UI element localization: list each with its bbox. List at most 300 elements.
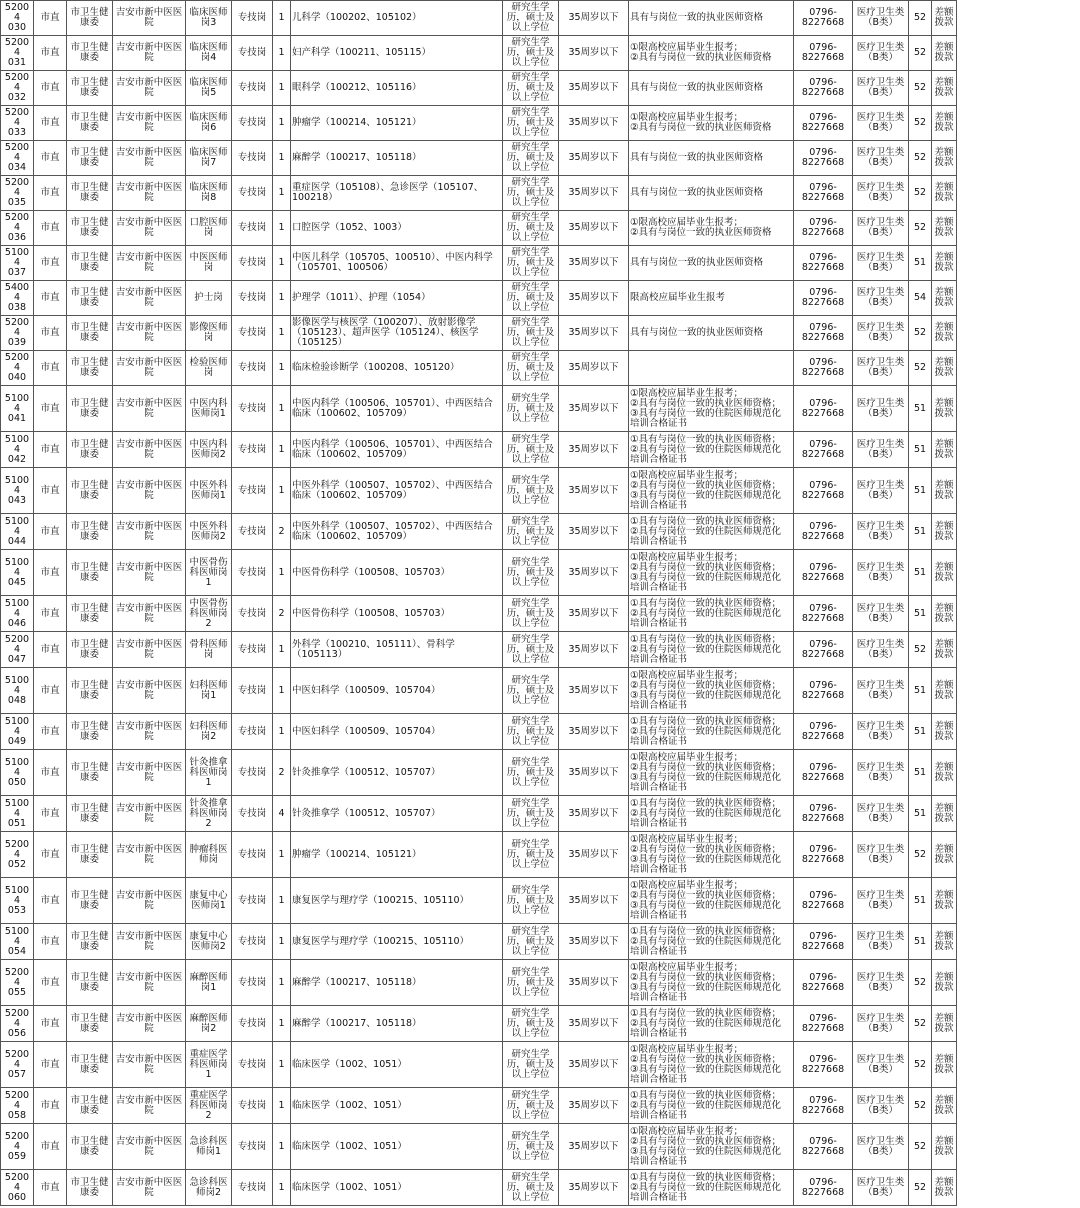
subject-code-cell: 52 bbox=[909, 176, 932, 211]
age-cell: 35周岁以下 bbox=[559, 714, 629, 750]
level-cell: 市直 bbox=[34, 832, 67, 878]
phone-cell: 0796- 8227668 bbox=[794, 106, 853, 141]
employer-cell: 吉安市新中医医 院 bbox=[113, 141, 186, 176]
phone-cell: 0796- 8227668 bbox=[794, 632, 853, 668]
position-code-cell: 52004 057 bbox=[1, 1042, 34, 1088]
position-code-cell: 51004 050 bbox=[1, 750, 34, 796]
employer-cell: 吉安市新中医医 院 bbox=[113, 316, 186, 351]
employer-cell: 吉安市新中医医 院 bbox=[113, 714, 186, 750]
post-name-cell: 护士岗 bbox=[186, 281, 232, 316]
subject-code-cell: 52 bbox=[909, 960, 932, 1006]
phone-cell: 0796- 8227668 bbox=[794, 1170, 853, 1206]
employer-cell: 吉安市新中医医 院 bbox=[113, 246, 186, 281]
education-cell: 研究生学 历，硕士及 以上学位 bbox=[503, 550, 559, 596]
level-cell: 市直 bbox=[34, 1088, 67, 1124]
post-type-cell: 专技岗 bbox=[232, 176, 273, 211]
position-code-cell: 51004 045 bbox=[1, 550, 34, 596]
subject-code-cell: 52 bbox=[909, 211, 932, 246]
level-cell: 市直 bbox=[34, 668, 67, 714]
position-code-cell: 51004 048 bbox=[1, 668, 34, 714]
headcount-cell: 1 bbox=[273, 632, 291, 668]
requirements-cell: 具有与岗位一致的执业医师资格 bbox=[629, 141, 794, 176]
department-cell: 市卫生健 康委 bbox=[67, 550, 113, 596]
post-name-cell: 麻醉医师 岗1 bbox=[186, 960, 232, 1006]
department-cell: 市卫生健 康委 bbox=[67, 106, 113, 141]
age-cell: 35周岁以下 bbox=[559, 924, 629, 960]
department-cell: 市卫生健 康委 bbox=[67, 1042, 113, 1088]
phone-cell: 0796- 8227668 bbox=[794, 1088, 853, 1124]
major-cell: 护理学（1011）、护理（1054） bbox=[291, 281, 503, 316]
subject-code-cell: 51 bbox=[909, 596, 932, 632]
headcount-cell: 1 bbox=[273, 832, 291, 878]
table-row bbox=[1, 1124, 957, 1170]
headcount-cell: 1 bbox=[273, 1124, 291, 1170]
major-cell: 麻醉学（100217、105118） bbox=[291, 960, 503, 1006]
funding-cell: 差额 拨款 bbox=[932, 316, 957, 351]
post-name-cell: 临床医师 岗5 bbox=[186, 71, 232, 106]
employer-cell: 吉安市新中医医 院 bbox=[113, 632, 186, 668]
education-cell: 研究生学 历，硕士及 以上学位 bbox=[503, 1042, 559, 1088]
major-cell: 中医骨伤科学（100508、105703） bbox=[291, 596, 503, 632]
headcount-cell: 1 bbox=[273, 1170, 291, 1206]
table-row bbox=[1, 1, 957, 36]
education-cell: 研究生学 历，硕士及 以上学位 bbox=[503, 211, 559, 246]
exam-category-cell: 医疗卫生类 （B类） bbox=[853, 514, 909, 550]
phone-cell: 0796- 8227668 bbox=[794, 550, 853, 596]
education-cell: 研究生学 历，硕士及 以上学位 bbox=[503, 750, 559, 796]
education-cell: 研究生学 历，硕士及 以上学位 bbox=[503, 668, 559, 714]
post-name-cell: 临床医师 岗3 bbox=[186, 1, 232, 36]
exam-category-cell: 医疗卫生类 （B类） bbox=[853, 714, 909, 750]
phone-cell: 0796- 8227668 bbox=[794, 36, 853, 71]
major-cell: 妇产科学（100211、105115） bbox=[291, 36, 503, 71]
subject-code-cell: 51 bbox=[909, 668, 932, 714]
department-cell: 市卫生健 康委 bbox=[67, 596, 113, 632]
employer-cell: 吉安市新中医医 院 bbox=[113, 106, 186, 141]
post-type-cell: 专技岗 bbox=[232, 1006, 273, 1042]
employer-cell: 吉安市新中医医 院 bbox=[113, 924, 186, 960]
level-cell: 市直 bbox=[34, 1, 67, 36]
table-row bbox=[1, 1042, 957, 1088]
exam-category-cell: 医疗卫生类 （B类） bbox=[853, 141, 909, 176]
employer-cell: 吉安市新中医医 院 bbox=[113, 386, 186, 432]
post-name-cell: 中医外科 医师岗2 bbox=[186, 514, 232, 550]
table-row bbox=[1, 468, 957, 514]
department-cell: 市卫生健 康委 bbox=[67, 1088, 113, 1124]
employer-cell: 吉安市新中医医 院 bbox=[113, 71, 186, 106]
major-cell: 麻醉学（100217、105118） bbox=[291, 141, 503, 176]
employer-cell: 吉安市新中医医 院 bbox=[113, 514, 186, 550]
department-cell: 市卫生健 康委 bbox=[67, 386, 113, 432]
phone-cell: 0796- 8227668 bbox=[794, 1042, 853, 1088]
phone-cell: 0796- 8227668 bbox=[794, 281, 853, 316]
exam-category-cell: 医疗卫生类 （B类） bbox=[853, 1042, 909, 1088]
post-type-cell: 专技岗 bbox=[232, 878, 273, 924]
education-cell: 研究生学 历，硕士及 以上学位 bbox=[503, 714, 559, 750]
level-cell: 市直 bbox=[34, 316, 67, 351]
post-name-cell: 妇科医师 岗1 bbox=[186, 668, 232, 714]
department-cell: 市卫生健 康委 bbox=[67, 351, 113, 386]
post-name-cell: 急诊科医 师岗2 bbox=[186, 1170, 232, 1206]
employer-cell: 吉安市新中医医 院 bbox=[113, 432, 186, 468]
table-row bbox=[1, 106, 957, 141]
headcount-cell: 1 bbox=[273, 550, 291, 596]
phone-cell: 0796- 8227668 bbox=[794, 750, 853, 796]
phone-cell: 0796- 8227668 bbox=[794, 960, 853, 1006]
requirements-cell: ①具有与岗位一致的执业医师资格； ②具有与岗位一致的住院医师规范化 培训合格证书 bbox=[629, 596, 794, 632]
table-row bbox=[1, 141, 957, 176]
level-cell: 市直 bbox=[34, 1006, 67, 1042]
post-name-cell: 临床医师 岗4 bbox=[186, 36, 232, 71]
table-row bbox=[1, 176, 957, 211]
phone-cell: 0796- 8227668 bbox=[794, 468, 853, 514]
phone-cell: 0796- 8227668 bbox=[794, 924, 853, 960]
post-name-cell: 影像医师 岗 bbox=[186, 316, 232, 351]
major-cell: 影像医学与核医学（100207）、放射影像学 （105123）、超声医学（105124）、核医学 （105125） bbox=[291, 316, 503, 351]
funding-cell: 差额 拨款 bbox=[932, 714, 957, 750]
exam-category-cell: 医疗卫生类 （B类） bbox=[853, 924, 909, 960]
requirements-cell: ①具有与岗位一致的执业医师资格； ②具有与岗位一致的住院医师规范化 培训合格证书 bbox=[629, 796, 794, 832]
level-cell: 市直 bbox=[34, 386, 67, 432]
position-code-cell: 52004 032 bbox=[1, 71, 34, 106]
major-cell: 肿瘤学（100214、105121） bbox=[291, 832, 503, 878]
level-cell: 市直 bbox=[34, 246, 67, 281]
education-cell: 研究生学 历，硕士及 以上学位 bbox=[503, 924, 559, 960]
education-cell: 研究生学 历，硕士及 以上学位 bbox=[503, 632, 559, 668]
funding-cell: 差额 拨款 bbox=[932, 1006, 957, 1042]
funding-cell: 差额 拨款 bbox=[932, 351, 957, 386]
position-code-cell: 51004 042 bbox=[1, 432, 34, 468]
post-type-cell: 专技岗 bbox=[232, 432, 273, 468]
level-cell: 市直 bbox=[34, 432, 67, 468]
table-row bbox=[1, 36, 957, 71]
subject-code-cell: 52 bbox=[909, 1124, 932, 1170]
employer-cell: 吉安市新中医医 院 bbox=[113, 36, 186, 71]
headcount-cell: 1 bbox=[273, 386, 291, 432]
level-cell: 市直 bbox=[34, 36, 67, 71]
headcount-cell: 1 bbox=[273, 176, 291, 211]
age-cell: 35周岁以下 bbox=[559, 596, 629, 632]
exam-category-cell: 医疗卫生类 （B类） bbox=[853, 668, 909, 714]
post-type-cell: 专技岗 bbox=[232, 281, 273, 316]
funding-cell: 差额 拨款 bbox=[932, 211, 957, 246]
headcount-cell: 1 bbox=[273, 878, 291, 924]
position-code-cell: 54004 038 bbox=[1, 281, 34, 316]
major-cell: 中医外科学（100507、105702）、中西医结合 临床（100602、105709） bbox=[291, 468, 503, 514]
post-type-cell: 专技岗 bbox=[232, 550, 273, 596]
department-cell: 市卫生健 康委 bbox=[67, 832, 113, 878]
phone-cell: 0796- 8227668 bbox=[794, 71, 853, 106]
exam-category-cell: 医疗卫生类 （B类） bbox=[853, 36, 909, 71]
post-name-cell: 中医外科 医师岗1 bbox=[186, 468, 232, 514]
funding-cell: 差额 拨款 bbox=[932, 36, 957, 71]
post-type-cell: 专技岗 bbox=[232, 596, 273, 632]
post-name-cell: 口腔医师 岗 bbox=[186, 211, 232, 246]
table-row bbox=[1, 281, 957, 316]
table-row bbox=[1, 1088, 957, 1124]
requirements-cell: ①具有与岗位一致的执业医师资格； ②具有与岗位一致的住院医师规范化 培训合格证书 bbox=[629, 1088, 794, 1124]
level-cell: 市直 bbox=[34, 550, 67, 596]
post-type-cell: 专技岗 bbox=[232, 1, 273, 36]
age-cell: 35周岁以下 bbox=[559, 386, 629, 432]
level-cell: 市直 bbox=[34, 1124, 67, 1170]
education-cell: 研究生学 历，硕士及 以上学位 bbox=[503, 596, 559, 632]
exam-category-cell: 医疗卫生类 （B类） bbox=[853, 596, 909, 632]
age-cell: 35周岁以下 bbox=[559, 432, 629, 468]
post-name-cell: 中医骨伤 科医师岗 1 bbox=[186, 550, 232, 596]
education-cell: 研究生学 历，硕士及 以上学位 bbox=[503, 878, 559, 924]
exam-category-cell: 医疗卫生类 （B类） bbox=[853, 176, 909, 211]
subject-code-cell: 51 bbox=[909, 550, 932, 596]
exam-category-cell: 医疗卫生类 （B类） bbox=[853, 960, 909, 1006]
subject-code-cell: 51 bbox=[909, 924, 932, 960]
major-cell: 外科学（100210、105111）、骨科学 （105113） bbox=[291, 632, 503, 668]
subject-code-cell: 52 bbox=[909, 1006, 932, 1042]
funding-cell: 差额 拨款 bbox=[932, 1170, 957, 1206]
funding-cell: 差额 拨款 bbox=[932, 550, 957, 596]
post-name-cell: 中医骨伤 科医师岗 2 bbox=[186, 596, 232, 632]
phone-cell: 0796- 8227668 bbox=[794, 832, 853, 878]
funding-cell: 差额 拨款 bbox=[932, 1124, 957, 1170]
funding-cell: 差额 拨款 bbox=[932, 750, 957, 796]
post-name-cell: 麻醉医师 岗2 bbox=[186, 1006, 232, 1042]
employer-cell: 吉安市新中医医 院 bbox=[113, 832, 186, 878]
post-name-cell: 检验医师 岗 bbox=[186, 351, 232, 386]
major-cell: 肿瘤学（100214、105121） bbox=[291, 106, 503, 141]
major-cell: 中医外科学（100507、105702）、中西医结合 临床（100602、105709） bbox=[291, 514, 503, 550]
major-cell: 中医妇科学（100509、105704） bbox=[291, 714, 503, 750]
requirements-cell: 具有与岗位一致的执业医师资格 bbox=[629, 246, 794, 281]
table-row bbox=[1, 1006, 957, 1042]
level-cell: 市直 bbox=[34, 71, 67, 106]
headcount-cell: 2 bbox=[273, 750, 291, 796]
exam-category-cell: 医疗卫生类 （B类） bbox=[853, 71, 909, 106]
major-cell: 中医妇科学（100509、105704） bbox=[291, 668, 503, 714]
exam-category-cell: 医疗卫生类 （B类） bbox=[853, 832, 909, 878]
level-cell: 市直 bbox=[34, 176, 67, 211]
employer-cell: 吉安市新中医医 院 bbox=[113, 668, 186, 714]
phone-cell: 0796- 8227668 bbox=[794, 1124, 853, 1170]
phone-cell: 0796- 8227668 bbox=[794, 596, 853, 632]
table-row bbox=[1, 668, 957, 714]
requirements-cell: ①限高校应届毕业生报考； ②具有与岗位一致的执业医师资格； ③具有与岗位一致的住院医师规范化 培训合格证书 bbox=[629, 878, 794, 924]
major-cell: 临床医学（1002、1051） bbox=[291, 1170, 503, 1206]
funding-cell: 差额 拨款 bbox=[932, 71, 957, 106]
major-cell: 中医儿科学（105705、100510）、中医内科学 （105701、100506） bbox=[291, 246, 503, 281]
major-cell: 临床检验诊断学（100208、105120） bbox=[291, 351, 503, 386]
position-code-cell: 52004 056 bbox=[1, 1006, 34, 1042]
table-row bbox=[1, 960, 957, 1006]
funding-cell: 差额 拨款 bbox=[932, 960, 957, 1006]
employer-cell: 吉安市新中医医 院 bbox=[113, 211, 186, 246]
table-row bbox=[1, 246, 957, 281]
funding-cell: 差额 拨款 bbox=[932, 141, 957, 176]
post-type-cell: 专技岗 bbox=[232, 386, 273, 432]
post-name-cell: 康复中心 医师岗1 bbox=[186, 878, 232, 924]
headcount-cell: 1 bbox=[273, 432, 291, 468]
phone-cell: 0796- 8227668 bbox=[794, 316, 853, 351]
employer-cell: 吉安市新中医医 院 bbox=[113, 1042, 186, 1088]
education-cell: 研究生学 历，硕士及 以上学位 bbox=[503, 281, 559, 316]
major-cell: 中医内科学（100506、105701）、中西医结合 临床（100602、105709） bbox=[291, 386, 503, 432]
employer-cell: 吉安市新中医医 院 bbox=[113, 596, 186, 632]
education-cell: 研究生学 历，硕士及 以上学位 bbox=[503, 1, 559, 36]
subject-code-cell: 51 bbox=[909, 468, 932, 514]
department-cell: 市卫生健 康委 bbox=[67, 36, 113, 71]
subject-code-cell: 51 bbox=[909, 514, 932, 550]
major-cell: 眼科学（100212、105116） bbox=[291, 71, 503, 106]
phone-cell: 0796- 8227668 bbox=[794, 141, 853, 176]
headcount-cell: 1 bbox=[273, 1, 291, 36]
position-code-cell: 51004 037 bbox=[1, 246, 34, 281]
education-cell: 研究生学 历，硕士及 以上学位 bbox=[503, 106, 559, 141]
department-cell: 市卫生健 康委 bbox=[67, 796, 113, 832]
funding-cell: 差额 拨款 bbox=[932, 432, 957, 468]
major-cell: 重症医学（105108）、急诊医学（105107、 100218） bbox=[291, 176, 503, 211]
position-code-cell: 52004 058 bbox=[1, 1088, 34, 1124]
funding-cell: 差额 拨款 bbox=[932, 1088, 957, 1124]
employer-cell: 吉安市新中医医 院 bbox=[113, 1006, 186, 1042]
major-cell: 临床医学（1002、1051） bbox=[291, 1124, 503, 1170]
headcount-cell: 1 bbox=[273, 1088, 291, 1124]
funding-cell: 差额 拨款 bbox=[932, 1042, 957, 1088]
exam-category-cell: 医疗卫生类 （B类） bbox=[853, 246, 909, 281]
department-cell: 市卫生健 康委 bbox=[67, 514, 113, 550]
phone-cell: 0796- 8227668 bbox=[794, 211, 853, 246]
department-cell: 市卫生健 康委 bbox=[67, 714, 113, 750]
post-type-cell: 专技岗 bbox=[232, 632, 273, 668]
position-code-cell: 51004 053 bbox=[1, 878, 34, 924]
position-code-cell: 52004 030 bbox=[1, 1, 34, 36]
employer-cell: 吉安市新中医医 院 bbox=[113, 1088, 186, 1124]
headcount-cell: 1 bbox=[273, 960, 291, 1006]
exam-category-cell: 医疗卫生类 （B类） bbox=[853, 1170, 909, 1206]
headcount-cell: 1 bbox=[273, 924, 291, 960]
exam-category-cell: 医疗卫生类 （B类） bbox=[853, 386, 909, 432]
phone-cell: 0796- 8227668 bbox=[794, 714, 853, 750]
position-code-cell: 52004 047 bbox=[1, 632, 34, 668]
post-name-cell: 临床医师 岗6 bbox=[186, 106, 232, 141]
funding-cell: 差额 拨款 bbox=[932, 106, 957, 141]
education-cell: 研究生学 历，硕士及 以上学位 bbox=[503, 351, 559, 386]
education-cell: 研究生学 历，硕士及 以上学位 bbox=[503, 141, 559, 176]
department-cell: 市卫生健 康委 bbox=[67, 1124, 113, 1170]
department-cell: 市卫生健 康委 bbox=[67, 668, 113, 714]
major-cell: 临床医学（1002、1051） bbox=[291, 1088, 503, 1124]
department-cell: 市卫生健 康委 bbox=[67, 176, 113, 211]
post-type-cell: 专技岗 bbox=[232, 924, 273, 960]
post-type-cell: 专技岗 bbox=[232, 1088, 273, 1124]
department-cell: 市卫生健 康委 bbox=[67, 1170, 113, 1206]
table-row bbox=[1, 796, 957, 832]
requirements-cell: ①限高校应届毕业生报考； ②具有与岗位一致的执业医师资格； ③具有与岗位一致的住院医师规范化 培训合格证书 bbox=[629, 668, 794, 714]
headcount-cell: 1 bbox=[273, 351, 291, 386]
education-cell: 研究生学 历，硕士及 以上学位 bbox=[503, 176, 559, 211]
level-cell: 市直 bbox=[34, 468, 67, 514]
age-cell: 35周岁以下 bbox=[559, 351, 629, 386]
position-code-cell: 52004 033 bbox=[1, 106, 34, 141]
post-name-cell: 临床医师 岗8 bbox=[186, 176, 232, 211]
post-type-cell: 专技岗 bbox=[232, 211, 273, 246]
headcount-cell: 1 bbox=[273, 468, 291, 514]
position-code-cell: 52004 040 bbox=[1, 351, 34, 386]
level-cell: 市直 bbox=[34, 878, 67, 924]
major-cell: 康复医学与理疗学（100215、105110） bbox=[291, 878, 503, 924]
age-cell: 35周岁以下 bbox=[559, 281, 629, 316]
age-cell: 35周岁以下 bbox=[559, 550, 629, 596]
education-cell: 研究生学 历，硕士及 以上学位 bbox=[503, 960, 559, 1006]
employer-cell: 吉安市新中医医 院 bbox=[113, 281, 186, 316]
table-row bbox=[1, 386, 957, 432]
department-cell: 市卫生健 康委 bbox=[67, 281, 113, 316]
education-cell: 研究生学 历，硕士及 以上学位 bbox=[503, 796, 559, 832]
funding-cell: 差额 拨款 bbox=[932, 596, 957, 632]
post-type-cell: 专技岗 bbox=[232, 246, 273, 281]
post-name-cell: 急诊科医 师岗1 bbox=[186, 1124, 232, 1170]
requirements-cell: ①限高校应届毕业生报考； ②具有与岗位一致的执业医师资格； ③具有与岗位一致的住院医师规范化 培训合格证书 bbox=[629, 468, 794, 514]
level-cell: 市直 bbox=[34, 960, 67, 1006]
requirements-cell bbox=[629, 351, 794, 386]
age-cell: 35周岁以下 bbox=[559, 1124, 629, 1170]
position-code-cell: 52004 060 bbox=[1, 1170, 34, 1206]
age-cell: 35周岁以下 bbox=[559, 796, 629, 832]
position-code-cell: 52004 031 bbox=[1, 36, 34, 71]
major-cell: 中医骨伤科学（100508、105703） bbox=[291, 550, 503, 596]
funding-cell: 差额 拨款 bbox=[932, 468, 957, 514]
requirements-cell: ①具有与岗位一致的执业医师资格； ②具有与岗位一致的住院医师规范化 培训合格证书 bbox=[629, 514, 794, 550]
employer-cell: 吉安市新中医医 院 bbox=[113, 960, 186, 1006]
education-cell: 研究生学 历，硕士及 以上学位 bbox=[503, 1088, 559, 1124]
post-name-cell: 肿瘤科医 师岗 bbox=[186, 832, 232, 878]
education-cell: 研究生学 历，硕士及 以上学位 bbox=[503, 36, 559, 71]
table-row bbox=[1, 211, 957, 246]
department-cell: 市卫生健 康委 bbox=[67, 1006, 113, 1042]
headcount-cell: 1 bbox=[273, 714, 291, 750]
phone-cell: 0796- 8227668 bbox=[794, 386, 853, 432]
employer-cell: 吉安市新中医医 院 bbox=[113, 550, 186, 596]
age-cell: 35周岁以下 bbox=[559, 632, 629, 668]
funding-cell: 差额 拨款 bbox=[932, 386, 957, 432]
employer-cell: 吉安市新中医医 院 bbox=[113, 878, 186, 924]
phone-cell: 0796- 8227668 bbox=[794, 1006, 853, 1042]
requirements-cell: ①限高校应届毕业生报考； ②具有与岗位一致的执业医师资格 bbox=[629, 36, 794, 71]
post-name-cell: 重症医学 科医师岗 1 bbox=[186, 1042, 232, 1088]
level-cell: 市直 bbox=[34, 596, 67, 632]
age-cell: 35周岁以下 bbox=[559, 514, 629, 550]
exam-category-cell: 医疗卫生类 （B类） bbox=[853, 1006, 909, 1042]
position-code-cell: 52004 036 bbox=[1, 211, 34, 246]
post-type-cell: 专技岗 bbox=[232, 668, 273, 714]
department-cell: 市卫生健 康委 bbox=[67, 878, 113, 924]
level-cell: 市直 bbox=[34, 714, 67, 750]
level-cell: 市直 bbox=[34, 750, 67, 796]
funding-cell: 差额 拨款 bbox=[932, 176, 957, 211]
phone-cell: 0796- 8227668 bbox=[794, 668, 853, 714]
requirements-cell: 具有与岗位一致的执业医师资格 bbox=[629, 1, 794, 36]
employer-cell: 吉安市新中医医 院 bbox=[113, 1170, 186, 1206]
subject-code-cell: 52 bbox=[909, 351, 932, 386]
post-name-cell: 中医内科 医师岗2 bbox=[186, 432, 232, 468]
subject-code-cell: 51 bbox=[909, 750, 932, 796]
headcount-cell: 1 bbox=[273, 281, 291, 316]
phone-cell: 0796- 8227668 bbox=[794, 878, 853, 924]
position-code-cell: 52004 035 bbox=[1, 176, 34, 211]
age-cell: 35周岁以下 bbox=[559, 1042, 629, 1088]
post-type-cell: 专技岗 bbox=[232, 36, 273, 71]
education-cell: 研究生学 历，硕士及 以上学位 bbox=[503, 1170, 559, 1206]
position-code-cell: 51004 051 bbox=[1, 796, 34, 832]
headcount-cell: 1 bbox=[273, 106, 291, 141]
